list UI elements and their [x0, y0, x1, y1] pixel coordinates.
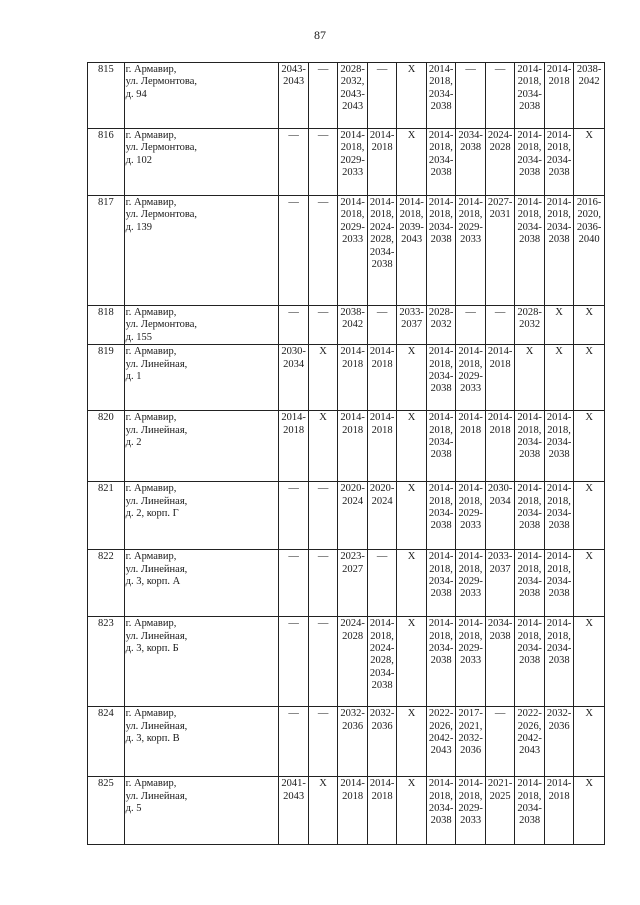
address-line: д. 94 [125, 88, 147, 100]
schedule-cell: — [279, 707, 309, 777]
schedule-cell: 2014- 2018, 2034- 2038 [426, 129, 456, 196]
schedule-cell: — [308, 707, 338, 777]
schedule-cell: 2014- 2018, 2034- 2038 [426, 63, 456, 129]
row-number: 818 [88, 306, 125, 345]
table-row [88, 707, 605, 777]
table-row [88, 550, 605, 617]
schedule-cell: X [397, 129, 427, 196]
schedule-cell: — [308, 306, 338, 345]
schedule-cell: 2014- 2018, 2034- 2038 [544, 196, 574, 306]
row-number: 815 [88, 63, 125, 129]
schedule-cell: 2020- 2024 [338, 482, 368, 550]
address-line: ул. Линейная, [125, 495, 188, 507]
schedule-cell: 2014- 2018 [367, 777, 397, 845]
address-line: ул. Лермонтова, [125, 319, 198, 331]
schedule-cell: — [367, 63, 397, 129]
address-line: г. Армавир, [125, 412, 177, 424]
address-line: д. 3, корп. Б [125, 643, 179, 655]
schedule-cell: X [397, 617, 427, 707]
schedule-cell: 2014- 2018, 2034- 2038 [544, 411, 574, 482]
address-line: д. 139 [125, 221, 152, 233]
schedule-cell: 2014- 2018, 2034- 2038 [544, 550, 574, 617]
schedule-cell: — [279, 550, 309, 617]
schedule-cell: X [574, 550, 605, 617]
schedule-cell: 2014- 2018, 2034- 2038 [426, 777, 456, 845]
schedule-cell: 2014- 2018, 2039- 2043 [397, 196, 427, 306]
schedule-cell: — [367, 306, 397, 345]
address-line: д. 2 [125, 437, 142, 449]
schedule-cell: 2014- 2018, 2024- 2028, 2034- 2038 [367, 617, 397, 707]
schedule-cell: X [574, 707, 605, 777]
schedule-cell: 2043- 2043 [279, 63, 309, 129]
schedule-cell: 2014- 2018, 2029- 2033 [456, 777, 486, 845]
row-number: 824 [88, 707, 125, 777]
schedule-cell: X [574, 129, 605, 196]
schedule-cell: 2014- 2018, 2034- 2038 [515, 411, 545, 482]
schedule-cell: 2014- 2018, 2034- 2038 [515, 777, 545, 845]
schedule-cell: 2014- 2018 [544, 63, 574, 129]
address-line: д. 2, корп. Г [125, 508, 179, 520]
address-line: г. Армавир, [125, 307, 177, 318]
address-line: г. Армавир, [125, 483, 177, 495]
schedule-cell: X [574, 617, 605, 707]
schedule-cell: — [456, 306, 486, 345]
schedule-cell: 2014- 2018, 2034- 2038 [426, 345, 456, 411]
schedule-cell: 2022- 2026, 2042- 2043 [426, 707, 456, 777]
schedule-cell: — [485, 63, 515, 129]
schedule-cell: 2028- 2032 [515, 306, 545, 345]
schedule-cell: 2027- 2031 [485, 196, 515, 306]
schedule-cell: 2017- 2021, 2032- 2036 [456, 707, 486, 777]
schedule-cell: 2014- 2018, 2034- 2038 [544, 617, 574, 707]
address-line: д. 155 [125, 331, 152, 343]
schedule-cell: 2014- 2018, 2034- 2038 [426, 550, 456, 617]
schedule-cell: 2014- 2018, 2029- 2033 [338, 129, 368, 196]
schedule-cell: 2014- 2018, 2029- 2033 [456, 196, 486, 306]
schedule-cell: X [397, 63, 427, 129]
schedule-cell: — [279, 196, 309, 306]
schedule-cell: 2014- 2018, 2034- 2038 [515, 196, 545, 306]
table-row [88, 129, 605, 196]
address-line: ул. Линейная, [125, 630, 188, 642]
schedule-cell: 2016- 2020, 2036- 2040 [574, 196, 605, 306]
address-line: ул. Линейная, [125, 563, 188, 575]
schedule-cell: X [574, 306, 605, 345]
schedule-cell: 2014- 2018 [338, 345, 368, 411]
schedule-cell: 2023- 2027 [338, 550, 368, 617]
schedule-cell: 2014- 2018 [485, 345, 515, 411]
schedule-cell: 2038- 2042 [574, 63, 605, 129]
schedule-cell: 2022- 2026, 2042- 2043 [515, 707, 545, 777]
address-line: ул. Линейная, [125, 720, 188, 732]
table-row [88, 411, 605, 482]
table-row [88, 482, 605, 550]
table-row [88, 777, 605, 845]
schedule-cell: — [308, 550, 338, 617]
address-cell [124, 196, 279, 306]
row-number: 823 [88, 617, 125, 707]
address-line: г. Армавир, [125, 708, 177, 720]
schedule-cell: 2028- 2032 [426, 306, 456, 345]
schedule-cell: — [308, 617, 338, 707]
schedule-cell: — [279, 617, 309, 707]
row-number: 816 [88, 129, 125, 196]
schedule-cell: X [397, 707, 427, 777]
schedule-cell: 2020- 2024 [367, 482, 397, 550]
address-line: г. Армавир, [125, 778, 177, 790]
address-cell [124, 345, 279, 411]
schedule-cell: X [397, 550, 427, 617]
schedule-cell: — [279, 129, 309, 196]
row-number: 822 [88, 550, 125, 617]
schedule-cell: X [544, 345, 574, 411]
schedule-cell: X [397, 777, 427, 845]
schedule-cell: 2014- 2018 [367, 411, 397, 482]
schedule-cell: X [515, 345, 545, 411]
schedule-cell: 2014- 2018, 2034- 2038 [515, 63, 545, 129]
schedule-cell: 2021- 2025 [485, 777, 515, 845]
schedule-cell: X [397, 411, 427, 482]
address-line: ул. Линейная, [125, 424, 188, 436]
address-line: г. Армавир, [125, 618, 177, 630]
address-cell [124, 306, 279, 345]
schedule-cell: X [308, 777, 338, 845]
schedule-cell: 2032- 2036 [367, 707, 397, 777]
schedule-cell: 2014- 2018, 2029- 2033 [338, 196, 368, 306]
schedule-cell: 2014- 2018 [338, 777, 368, 845]
schedule-cell: 2014- 2018 [544, 777, 574, 845]
address-cell [124, 777, 279, 845]
schedule-cell: — [308, 129, 338, 196]
row-number: 819 [88, 345, 125, 411]
address-line: ул. Линейная, [125, 358, 188, 370]
schedule-cell: 2014- 2018, 2034- 2038 [426, 196, 456, 306]
schedule-cell: 2014- 2018 [367, 345, 397, 411]
address-cell [124, 550, 279, 617]
address-cell [124, 129, 279, 196]
schedule-cell: 2014- 2018 [279, 411, 309, 482]
schedule-cell: 2030- 2034 [279, 345, 309, 411]
address-line: д. 3, корп. В [125, 733, 180, 745]
schedule-cell: 2033- 2037 [397, 306, 427, 345]
address-line: ул. Лермонтова, [125, 76, 198, 88]
schedule-cell: 2014- 2018, 2034- 2038 [515, 482, 545, 550]
repair-schedule-table [87, 62, 605, 845]
schedule-cell: 2032- 2036 [544, 707, 574, 777]
schedule-cell: 2014- 2018, 2034- 2038 [515, 129, 545, 196]
address-line: ул. Линейная, [125, 790, 188, 802]
schedule-cell: — [485, 306, 515, 345]
schedule-cell: X [574, 777, 605, 845]
address-cell [124, 63, 279, 129]
address-line: д. 1 [125, 371, 142, 383]
address-cell [124, 411, 279, 482]
schedule-cell: 2032- 2036 [338, 707, 368, 777]
table-row [88, 617, 605, 707]
row-number: 825 [88, 777, 125, 845]
schedule-cell: 2038- 2042 [338, 306, 368, 345]
schedule-cell: 2014- 2018, 2029- 2033 [456, 617, 486, 707]
schedule-cell: 2014- 2018, 2034- 2038 [544, 129, 574, 196]
address-line: д. 5 [125, 803, 142, 815]
schedule-cell: 2014- 2018 [456, 411, 486, 482]
schedule-cell: X [574, 411, 605, 482]
row-number: 817 [88, 196, 125, 306]
schedule-cell: X [308, 345, 338, 411]
address-cell [124, 707, 279, 777]
schedule-cell: 2014- 2018 [485, 411, 515, 482]
row-number: 820 [88, 411, 125, 482]
schedule-cell: 2014- 2018, 2034- 2038 [515, 550, 545, 617]
address-line: г. Армавир, [125, 346, 177, 358]
schedule-cell: 2030- 2034 [485, 482, 515, 550]
schedule-cell: X [308, 411, 338, 482]
schedule-cell: 2014- 2018, 2024- 2028, 2034- 2038 [367, 196, 397, 306]
schedule-cell: — [367, 550, 397, 617]
schedule-cell: 2014- 2018, 2034- 2038 [426, 411, 456, 482]
schedule-cell: 2014- 2018, 2034- 2038 [544, 482, 574, 550]
schedule-cell: 2024- 2028 [485, 129, 515, 196]
schedule-cell: X [574, 482, 605, 550]
schedule-cell: 2024- 2028 [338, 617, 368, 707]
schedule-cell: — [279, 482, 309, 550]
address-line: г. Армавир, [125, 197, 177, 208]
schedule-cell: — [456, 63, 486, 129]
schedule-cell: 2014- 2018, 2034- 2038 [515, 617, 545, 707]
schedule-cell: 2034- 2038 [485, 617, 515, 707]
schedule-cell: 2014- 2018, 2034- 2038 [426, 617, 456, 707]
schedule-cell: 2034- 2038 [456, 129, 486, 196]
schedule-cell: — [308, 482, 338, 550]
schedule-cell: 2014- 2018, 2029- 2033 [456, 550, 486, 617]
schedule-cell: — [308, 196, 338, 306]
schedule-cell: 2041- 2043 [279, 777, 309, 845]
address-line: г. Армавир, [125, 64, 177, 75]
address-line: ул. Лермонтова, [125, 142, 198, 154]
schedule-cell: 2014- 2018 [367, 129, 397, 196]
schedule-cell: X [397, 345, 427, 411]
schedule-cell: — [308, 63, 338, 129]
address-line: д. 3, корп. А [125, 576, 181, 588]
table-row [88, 345, 605, 411]
schedule-cell: X [544, 306, 574, 345]
address-line: ул. Лермонтова, [125, 209, 198, 221]
schedule-cell: 2014- 2018, 2029- 2033 [456, 482, 486, 550]
schedule-cell: — [485, 707, 515, 777]
schedule-cell: 2014- 2018 [338, 411, 368, 482]
schedule-cell: X [574, 345, 605, 411]
table-row [88, 63, 605, 129]
schedule-cell: 2033- 2037 [485, 550, 515, 617]
schedule-cell: 2014- 2018, 2034- 2038 [426, 482, 456, 550]
address-cell [124, 617, 279, 707]
address-line: д. 102 [125, 154, 152, 166]
address-line: г. Армавир, [125, 551, 177, 563]
schedule-cell: X [397, 482, 427, 550]
table-row [88, 196, 605, 306]
schedule-cell: — [279, 306, 309, 345]
row-number: 821 [88, 482, 125, 550]
address-line: г. Армавир, [125, 130, 177, 141]
page-number: 87 [314, 28, 326, 42]
address-cell [124, 482, 279, 550]
schedule-cell: 2014- 2018, 2029- 2033 [456, 345, 486, 411]
table-row [88, 306, 605, 345]
schedule-cell: 2028- 2032, 2043- 2043 [338, 63, 368, 129]
